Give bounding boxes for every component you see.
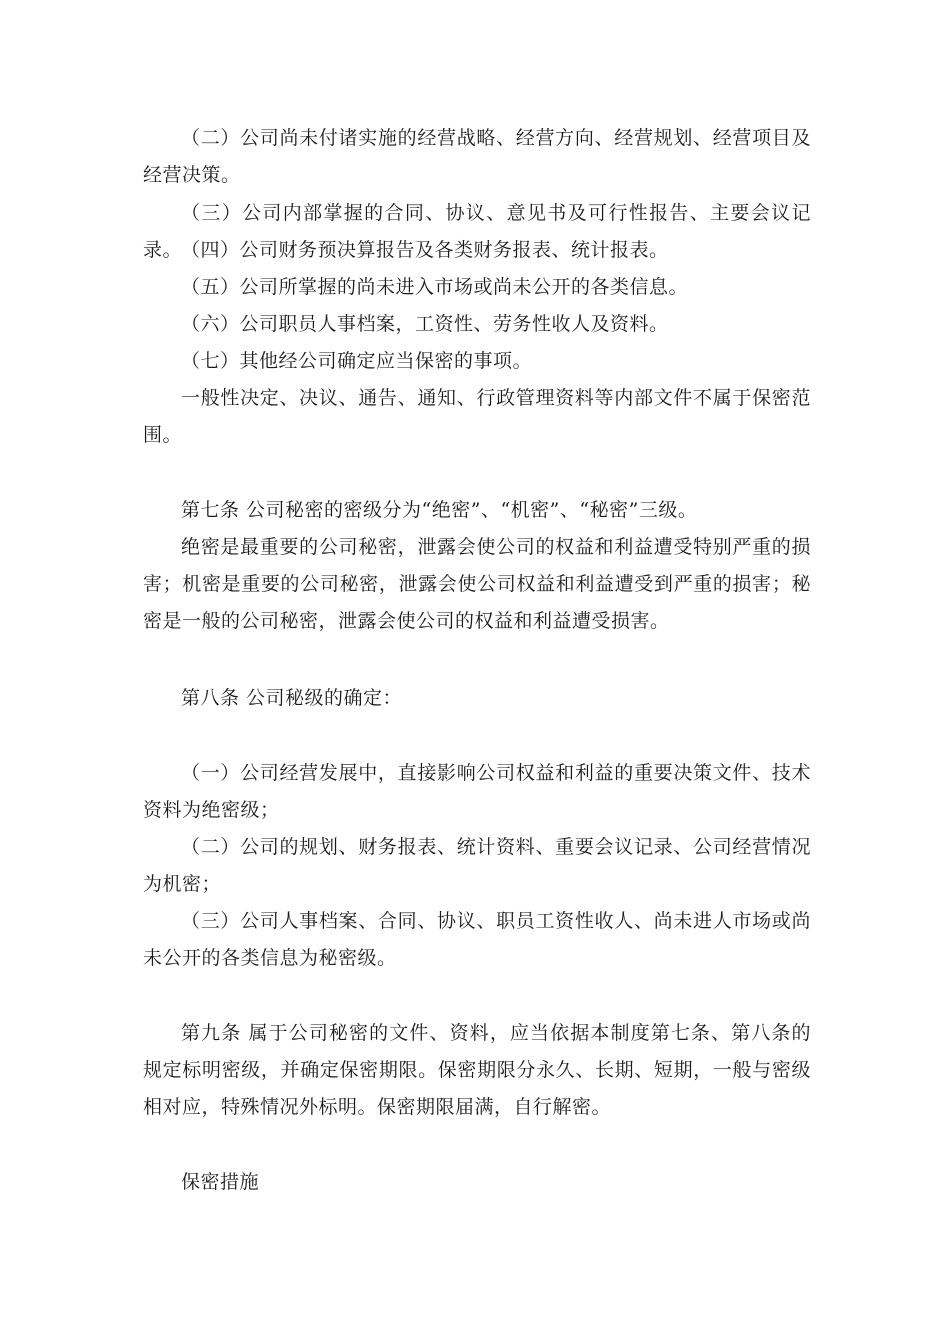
- paragraph-item-6: （六）公司职员人事档案，工资性、劳务性收人及资料。: [181, 313, 669, 335]
- article-8-item-3: （三）公司人事档案、合同、协议、职员工资性收人、尚未进人市场或尚未公开的各类信息为秘密级。: [143, 910, 811, 969]
- paragraph-item-2: （二）公司尚未付诸实施的经营战略、经营方向、经营规划、经营项目及经营决策。: [143, 127, 811, 186]
- article-9-body: 第九条 属于公司秘密的文件、资料，应当依据本制度第七条、第八条的规定标明密级，并确定保密期限。保密期限分永久、长期、短期，一般与密级相对应，特殊情况外标明。保密期限届满，自行解密。: [143, 1022, 811, 1118]
- paragraph-exclusion-note: 一般性决定、决议、通告、通知、行政管理资料等内部文件不属于保密范围。: [143, 387, 811, 446]
- paragraph-item-4: （四）公司财务预决算报告及各类财务报表、统计报表。: [181, 239, 669, 261]
- article-8-item-2: （二）公司的规划、财务报表、统计资料、重要会议记录、公司经营情况为机密；: [143, 836, 811, 895]
- paragraph-item-7: （七）其他经公司确定应当保密的事项。: [181, 350, 533, 372]
- article-8-heading: 第八条 公司秘级的确定：: [181, 687, 403, 709]
- article-7-heading: 第七条 公司秘密的密级分为“绝密”、“机密”、“秘密”三级。: [181, 499, 698, 521]
- paragraph-item-5: （五）公司所掌握的尚未进入市场或尚未公开的各类信息。: [181, 276, 689, 298]
- article-7-body: 绝密是最重要的公司秘密，泄露会使公司的权益和利益遭受特别严重的损害；机密是重要的公司秘密，泄露会使公司权益和利益遭受到严重的损害；秘密是一般的公司秘密，泄露会使公司的权益和利益遭受损害。: [143, 536, 811, 632]
- section-heading-confidentiality-measures: 保密措施: [181, 1171, 260, 1193]
- article-8-item-1: （一）公司经营发展中，直接影响公司权益和利益的重要决策文件、技术资料为绝密级；: [143, 762, 811, 821]
- paragraph-item-3: （三）公司内部掌握的合同、协议、意见书及可行性报告、主要会议记录。: [143, 202, 811, 261]
